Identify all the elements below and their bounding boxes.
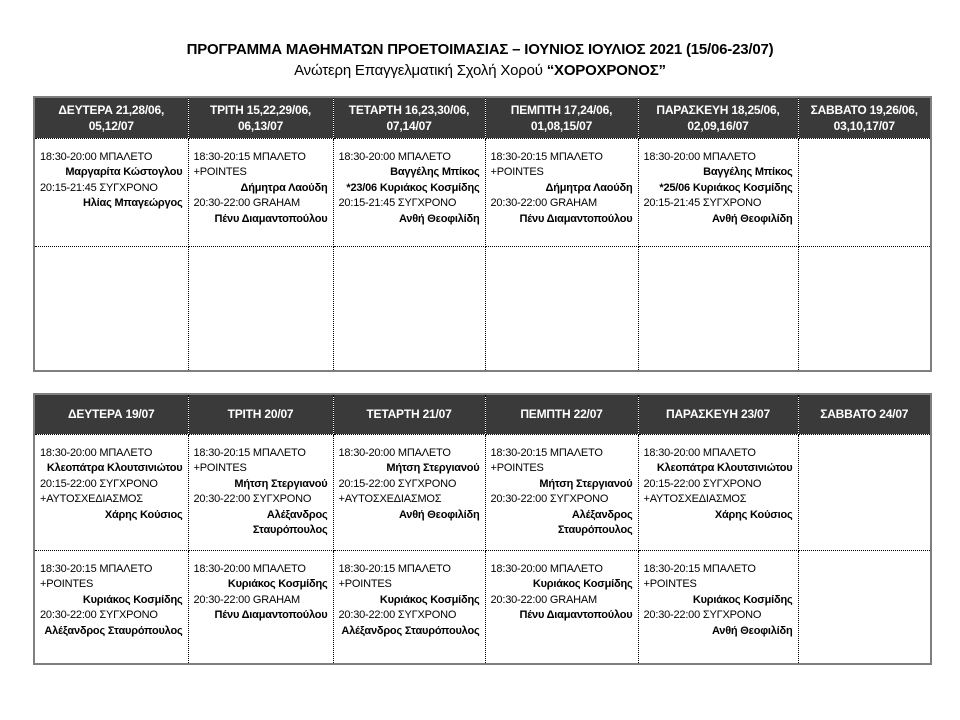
schedule-row: [34, 138, 931, 246]
teacher-name: Μήτση Στεργιανού: [539, 477, 633, 490]
class-time: 20:15-22:00 ΣΥΓΧΡΟΝΟ: [40, 477, 158, 490]
schedule-cell: [34, 246, 188, 371]
teacher-name: Κυριάκος Κοσμίδης: [227, 578, 328, 590]
class-time: 18:30-20:00 ΜΠΑΛΕΤΟ: [40, 446, 153, 459]
class-time: 18:30-20:15 ΜΠΑΛΕΤΟ: [193, 446, 306, 459]
schedule-cell: [485, 550, 638, 664]
teacher-name: Κυριάκος Κοσμίδης: [82, 593, 183, 606]
schedule-cell: [798, 138, 931, 246]
teacher-name: Αλέξανδρος Σταυρόπουλος: [44, 624, 183, 637]
teacher-name: Κλεοπάτρα Κλουτσινιώτου: [46, 462, 183, 474]
teacher-name: Ηλίας Μπαγεώργος: [83, 197, 183, 209]
teacher-name: Ανθή Θεοφιλίδη: [711, 624, 793, 637]
class-time: +POINTES: [643, 578, 697, 590]
class-time: +POINTES: [338, 578, 392, 590]
schedule-table-july-final-week: [33, 393, 932, 665]
class-time: 18:30-20:00 ΜΠΑΛΕΤΟ: [643, 446, 756, 459]
teacher-name: Ανθή Θεοφιλίδη: [398, 508, 480, 521]
teacher-name: Χάρης Κούσιος: [714, 508, 793, 521]
class-time: 20:30-22:00 ΣΥΓΧΡΟΝΟ: [490, 493, 609, 505]
class-time: 18:30-20:00 ΜΠΑΛΕΤΟ: [338, 150, 451, 163]
subtitle-text: Ανώτερη Επαγγελματική Σχολή Χορού: [294, 62, 547, 79]
class-time: 18:30-20:15 ΜΠΑΛΕΤΟ: [643, 562, 756, 575]
teacher-name: Αλέξανδρος Σταυρόπουλος: [341, 624, 480, 637]
schedule-cell: [485, 246, 638, 371]
page-subtitle: [0, 62, 960, 79]
schedule-cell: [485, 434, 638, 550]
class-time: 20:30-22:00 ΣΥΓΧΡΟΝΟ: [193, 493, 312, 505]
class-time: +ΑΥΤΟΣΧΕΔΙΑΣΜΟΣ: [40, 493, 143, 505]
day-header: ΤΕΤΑΡΤΗ 21/07: [333, 394, 485, 434]
class-time: 20:30-22:00 GRAHAM: [490, 593, 597, 606]
day-header-row: [34, 394, 931, 434]
class-time: +POINTES: [40, 578, 94, 590]
schedule-cell: [638, 246, 798, 371]
teacher-name: Μήτση Στεργιανού: [386, 462, 480, 474]
teacher-name: Δήμητρα Λαούδη: [545, 181, 633, 194]
schedule-table-june-july: [33, 96, 932, 372]
schedule-cell: [798, 550, 931, 664]
class-time: 20:15-21:45 ΣΥΓΧΡΟΝΟ: [643, 197, 762, 209]
teacher-name: Βαγγέλης Μπίκος: [703, 166, 793, 178]
teacher-name: Πένυ Διαμαντοπούλου: [519, 212, 633, 225]
class-time: 20:30-22:00 ΣΥΓΧΡΟΝΟ: [338, 609, 457, 621]
teacher-name: Βαγγέλης Μπίκος: [390, 166, 480, 178]
teacher-name: Ανθή Θεοφιλίδη: [711, 212, 793, 225]
class-time: 18:30-20:15 ΜΠΑΛΕΤΟ: [193, 150, 306, 163]
schedule-cell: [638, 434, 798, 550]
teacher-name: Πένυ Διαμαντοπούλου: [519, 609, 633, 621]
schedule-row: [34, 434, 931, 550]
schedule-cell: [798, 246, 931, 371]
schedule-cell: [638, 550, 798, 664]
class-time: +ΑΥΤΟΣΧΕΔΙΑΣΜΟΣ: [338, 493, 442, 505]
day-header-row: [34, 97, 931, 138]
teacher-name: Πένυ Διαμαντοπούλου: [214, 609, 328, 621]
schedule-cell: [188, 550, 333, 664]
teacher-name: Πένυ Διαμαντοπούλου: [214, 212, 328, 225]
teacher-name: Κλεοπάτρα Κλουτσινιώτου: [656, 462, 793, 474]
teacher-name: *25/06 Κυριάκος Κοσμίδης: [659, 181, 793, 194]
class-time: 18:30-20:15 ΜΠΑΛΕΤΟ: [490, 150, 603, 163]
class-time: 18:30-20:15 ΜΠΑΛΕΤΟ: [490, 446, 603, 459]
day-header: ΣΑΒΒΑΤΟ 24/07: [798, 394, 931, 434]
class-time: +POINTES: [490, 462, 544, 474]
class-time: 18:30-20:15 ΜΠΑΛΕΤΟ: [338, 562, 451, 575]
teacher-name: Σταυρόπουλος: [557, 524, 633, 536]
class-time: 20:30-22:00 GRAHAM: [193, 197, 300, 209]
teacher-name: Δήμητρα Λαούδη: [240, 181, 328, 194]
class-time: 20:30-22:00 GRAHAM: [490, 197, 597, 209]
teacher-name: *23/06 Κυριάκος Κοσμίδης: [346, 181, 480, 194]
class-time: 20:15-22:00 ΣΥΓΧΡΟΝΟ: [338, 477, 457, 490]
class-time: 18:30-20:00 ΜΠΑΛΕΤΟ: [40, 150, 153, 163]
class-time: +POINTES: [193, 166, 247, 178]
class-time: 18:30-20:00 ΜΠΑΛΕΤΟ: [193, 562, 306, 575]
teacher-name: Μήτση Στεργιανού: [234, 477, 328, 490]
day-header: ΔΕΥΤΕΡΑ 19/07: [34, 394, 188, 434]
teacher-name: Αλέξανδρος: [571, 508, 633, 521]
schedule-cell: [188, 434, 333, 550]
class-time: 20:15-22:00 ΣΥΓΧΡΟΝΟ: [643, 477, 762, 490]
schedule-cell: [485, 138, 638, 246]
teacher-name: Σταυρόπουλος: [252, 524, 328, 536]
schedule-cell: [333, 246, 485, 371]
schedule-cell: [34, 434, 188, 550]
teacher-name: Κυριάκος Κοσμίδης: [692, 593, 793, 606]
class-time: +POINTES: [193, 462, 247, 474]
school-name: “ΧΟΡΟΧΡΟΝΟΣ”: [546, 62, 666, 79]
day-header: ΠΕΜΠΤΗ 22/07: [485, 394, 638, 434]
teacher-name: Κυριάκος Κοσμίδης: [532, 578, 633, 590]
teacher-name: Χάρης Κούσιος: [104, 508, 183, 521]
day-header: ΣΑΒΒΑΤΟ 19,26/06, 03,10,17/07: [798, 97, 931, 138]
schedule-cell: [188, 246, 333, 371]
schedule-cell: [34, 138, 188, 246]
day-header: ΔΕΥΤΕΡΑ 21,28/06, 05,12/07: [34, 97, 188, 138]
class-time: +POINTES: [490, 166, 544, 178]
schedule-row: [34, 246, 931, 371]
class-time: 20:15-21:45 ΣΥΓΧΡΟΝΟ: [338, 197, 457, 209]
class-time: 18:30-20:00 ΜΠΑΛΕΤΟ: [490, 562, 603, 575]
class-time: 20:15-21:45 ΣΥΓΧΡΟΝΟ: [40, 181, 158, 194]
day-header: ΠΑΡΑΣΚΕΥΗ 18,25/06, 02,09,16/07: [638, 97, 798, 138]
day-header: ΠΑΡΑΣΚΕΥΗ 23/07: [638, 394, 798, 434]
teacher-name: Μαργαρίτα Κώστογλου: [65, 166, 183, 178]
schedule-cell: [333, 138, 485, 246]
teacher-name: Κυριάκος Κοσμίδης: [379, 593, 480, 606]
class-time: 20:30-22:00 ΣΥΓΧΡΟΝΟ: [643, 609, 762, 621]
schedule-cell: [798, 434, 931, 550]
class-time: 18:30-20:15 ΜΠΑΛΕΤΟ: [40, 562, 153, 575]
class-time: 20:30-22:00 ΣΥΓΧΡΟΝΟ: [40, 609, 158, 621]
class-time: +ΑΥΤΟΣΧΕΔΙΑΣΜΟΣ: [643, 493, 747, 505]
day-header: ΤΕΤΑΡΤΗ 16,23,30/06, 07,14/07: [333, 97, 485, 138]
day-header: ΤΡΙΤΗ 20/07: [188, 394, 333, 434]
schedule-cell: [188, 138, 333, 246]
class-time: 18:30-20:00 ΜΠΑΛΕΤΟ: [643, 150, 756, 163]
schedule-cell: [333, 550, 485, 664]
class-time: 20:30-22:00 GRAHAM: [193, 593, 300, 606]
page-title: ΠΡΟΓΡΑΜΜΑ ΜΑΘΗΜΑΤΩΝ ΠΡΟΕΤΟΙΜΑΣΙΑΣ – ΙΟΥΝΙΟΣ ΙΟΥΛΙΟΣ 2021 (15/06-23/07): [186, 41, 774, 58]
teacher-name: Αλέξανδρος: [266, 508, 328, 521]
schedule-cell: [638, 138, 798, 246]
schedule-cell: [34, 550, 188, 664]
day-header: ΠΕΜΠΤΗ 17,24/06, 01,08,15/07: [485, 97, 638, 138]
day-header: ΤΡΙΤΗ 15,22,29/06, 06,13/07: [188, 97, 333, 138]
class-time: 18:30-20:00 ΜΠΑΛΕΤΟ: [338, 446, 451, 459]
teacher-name: Ανθή Θεοφιλίδη: [398, 212, 480, 225]
schedule-cell: [333, 434, 485, 550]
schedule-row: [34, 550, 931, 664]
